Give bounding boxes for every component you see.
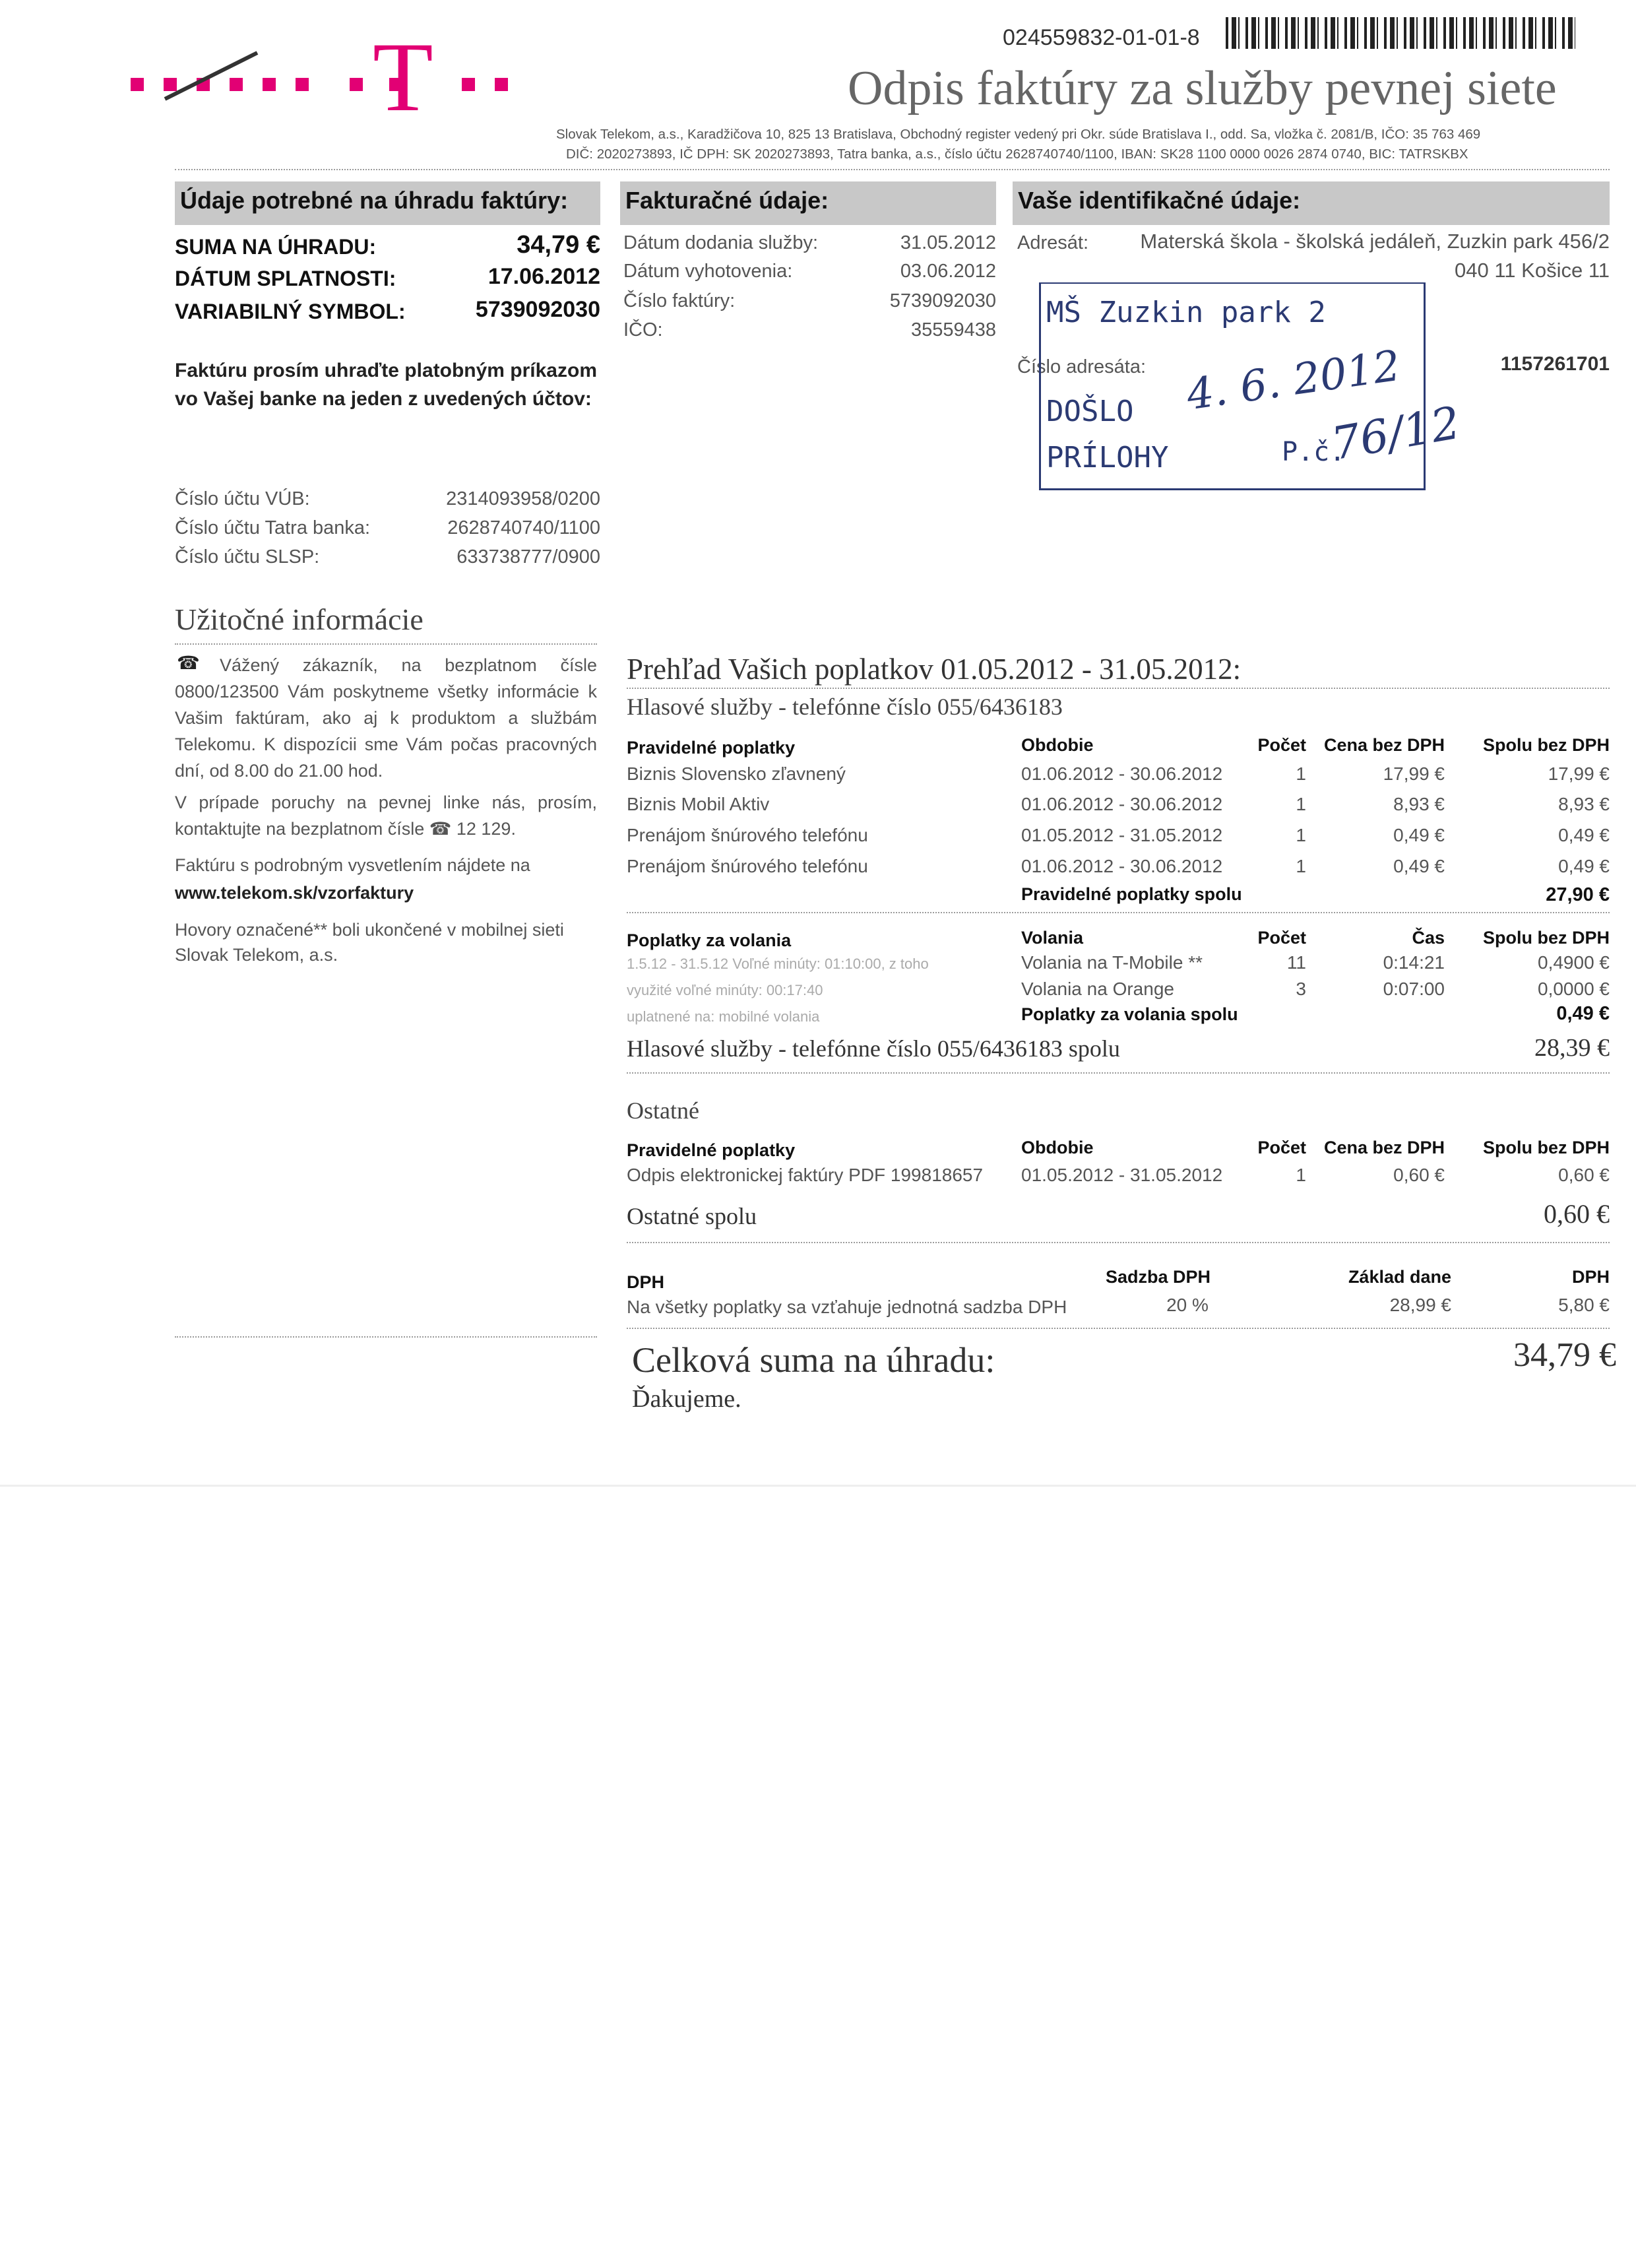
barcode-icon	[1226, 17, 1575, 49]
identification-section-title: Vaše identifikačné údaje:	[1018, 187, 1301, 214]
info-title: Užitočné informácie	[175, 602, 424, 636]
account-value: 2314093958/0200	[446, 488, 600, 509]
addressee-line-2: 040 11 Košice 11	[1455, 259, 1610, 282]
fee-period: 01.06.2012 - 30.06.2012	[1021, 856, 1223, 876]
company-line-2: DIČ: 2020273893, IČ DPH: SK 2020273893, Tatra banka, a.s., číslo účtu 2628740740/1100, IBAN: SK28 1100 0000 0026 2874 0740, BIC: TATRSKBX	[566, 146, 1468, 162]
fee-count: 1	[1296, 763, 1306, 784]
addressee-label: Adresát:	[1017, 232, 1088, 253]
vat-base-label: Základ dane	[1348, 1267, 1451, 1287]
document-title: Odpis faktúry za služby pevnej siete	[848, 61, 1557, 115]
billing-value: 03.06.2012	[900, 261, 996, 282]
received-stamp	[1039, 282, 1464, 490]
billing-section-bar	[620, 181, 996, 225]
fee-count: 1	[1296, 794, 1306, 814]
fee-count: 1	[1296, 825, 1306, 845]
billing-label: Dátum dodania služby:	[623, 232, 818, 253]
regular-divider	[627, 912, 1610, 913]
other-col-price: Cena bez DPH	[1323, 1138, 1445, 1157]
billing-label: IČO:	[623, 319, 663, 340]
billing-value: 35559438	[910, 319, 996, 340]
vs-label: VARIABILNÝ SYMBOL:	[175, 300, 406, 323]
regular-sum: 27,90 €	[1546, 884, 1610, 905]
vat-rate-label: Sadzba DPH	[1105, 1267, 1211, 1287]
grand-total-label: Celková suma na úhradu:	[632, 1340, 995, 1380]
payment-section-bar	[175, 181, 600, 225]
account-value: 2628740740/1100	[447, 517, 600, 538]
fee-price: 8,93 €	[1393, 794, 1445, 814]
fee-total: 0,49 €	[1558, 856, 1610, 876]
call-count: 11	[1286, 952, 1306, 973]
stamp-line-3: PRÍLOHY	[1046, 441, 1169, 474]
stamp-reg-handwritten: 76/12	[1327, 397, 1464, 471]
voice-divider	[627, 1072, 1610, 1074]
payment-note-2: vo Vašej banke na jeden z uvedených účtov:	[175, 388, 592, 410]
sum-value: 34,79 €	[517, 231, 600, 259]
regular-sum-label: Pravidelné poplatky spolu	[1021, 884, 1242, 904]
other-col-total: Spolu bez DPH	[1482, 1138, 1610, 1157]
calls-col-total: Spolu bez DPH	[1482, 928, 1610, 948]
vat-base: 28,99 €	[1389, 1295, 1451, 1315]
account-label: Číslo účtu Tatra banka:	[175, 517, 371, 538]
vat-label: DPH	[627, 1272, 665, 1292]
account-value: 633738777/0900	[456, 546, 600, 567]
other-col-period: Obdobie	[1021, 1138, 1094, 1157]
fee-name: Prenájom šnúrového telefónu	[627, 825, 868, 845]
col-period: Obdobie	[1021, 735, 1094, 755]
calls-sum-label: Poplatky za volania spolu	[1021, 1004, 1238, 1024]
grand-total-value: 34,79 €	[1513, 1336, 1616, 1374]
other-col-item: Pravidelné poplatky	[627, 1140, 796, 1160]
other-fee-total: 0,60 €	[1558, 1165, 1610, 1185]
calls-note-3: uplatnené na: mobilné volania	[627, 1008, 820, 1025]
customer-number: 1157261701	[1500, 353, 1610, 375]
fee-total: 0,49 €	[1558, 825, 1610, 845]
billing-label: Dátum vyhotovenia:	[623, 261, 793, 282]
col-price: Cena bez DPH	[1323, 735, 1445, 755]
fee-period: 01.06.2012 - 30.06.2012	[1021, 763, 1223, 784]
account-label: Číslo účtu VÚB:	[175, 488, 310, 509]
stamp-line-2: DOŠLO	[1046, 395, 1134, 428]
identification-section-bar	[1013, 181, 1610, 225]
col-count: Počet	[1257, 735, 1306, 755]
fee-total: 8,93 €	[1558, 794, 1610, 814]
overview-divider	[627, 688, 1610, 689]
other-title: Ostatné	[627, 1097, 699, 1124]
vzorfaktury-link[interactable]: www.telekom.sk/vzorfaktury	[175, 883, 414, 903]
stamp-reg-label: P.č.	[1282, 437, 1346, 467]
info-bottom-divider	[175, 1336, 597, 1338]
voice-sum-label: Hlasové služby - telefónne číslo 055/6436183 spolu	[627, 1035, 1120, 1062]
voice-title: Hlasové služby - telefónne číslo 055/6436183	[627, 694, 1063, 720]
calls-col-count: Počet	[1257, 928, 1306, 948]
vat-text: Na všetky poplatky sa vzťahuje jednotná sadzba DPH	[627, 1297, 1067, 1317]
billing-label: Číslo faktúry:	[623, 290, 736, 311]
payment-section-title: Údaje potrebné na úhradu faktúry:	[180, 187, 569, 214]
call-time: 0:14:21	[1383, 952, 1445, 973]
call-count: 3	[1296, 979, 1306, 999]
overview-title: Prehľad Vašich poplatkov 01.05.2012 - 31.05.2012:	[627, 653, 1242, 686]
call-time: 0:07:00	[1383, 979, 1445, 999]
other-col-count: Počet	[1257, 1138, 1306, 1157]
calls-sum: 0,49 €	[1556, 1003, 1610, 1024]
info-paragraph-4: Hovory označené** boli ukončené v mobilnej sieti Slovak Telekom, a.s.	[175, 920, 564, 965]
header-divider	[175, 169, 1610, 170]
info-divider	[175, 643, 597, 645]
billing-value: 5739092030	[889, 290, 996, 311]
fee-price: 0,49 €	[1393, 825, 1445, 845]
fee-name: Biznis Slovensko zľavnený	[627, 763, 846, 784]
stamp-date-handwritten: 4. 6. 2012	[1183, 341, 1404, 420]
fee-price: 17,99 €	[1383, 763, 1445, 784]
billing-section-title: Fakturačné údaje:	[625, 187, 829, 214]
call-name: Volania na Orange	[1021, 979, 1174, 999]
fee-period: 01.05.2012 - 31.05.2012	[1021, 825, 1223, 845]
logo-letter: T	[373, 22, 433, 132]
calls-col-time: Čas	[1412, 928, 1445, 948]
other-sum: 0,60 €	[1544, 1199, 1610, 1229]
info-phone-icon: ☎	[177, 653, 200, 673]
fee-period: 01.06.2012 - 30.06.2012	[1021, 794, 1223, 814]
fee-name: Biznis Mobil Aktiv	[627, 794, 770, 814]
fee-price: 0,49 €	[1393, 856, 1445, 876]
col-item: Pravidelné poplatky	[627, 738, 796, 758]
other-divider	[627, 1242, 1610, 1243]
sum-label: SUMA NA ÚHRADU:	[175, 235, 377, 259]
stamp-line-1: MŠ Zuzkin park 2	[1046, 296, 1326, 329]
voice-sum: 28,39 €	[1534, 1034, 1610, 1062]
thanks-text: Ďakujeme.	[632, 1385, 741, 1413]
telekom-logo	[125, 22, 534, 132]
logo-dots-icon	[125, 40, 534, 119]
payment-note-1: Faktúru prosím uhraďte platobným príkazom	[175, 360, 597, 381]
vat-value: 5,80 €	[1558, 1295, 1610, 1315]
vs-value: 5739092030	[475, 297, 600, 322]
call-total: 0,0000 €	[1538, 979, 1610, 999]
due-value: 17.06.2012	[488, 264, 600, 289]
calls-note-1: 1.5.12 - 31.5.12 Voľné minúty: 01:10:00, z toho	[627, 956, 929, 972]
info-paragraph-3a: Faktúru s podrobným vysvetlením nájdete na	[175, 855, 530, 875]
fold-line	[0, 1485, 1636, 1487]
addressee-line-1: Materská škola - školská jedáleň, Zuzkin park 456/2	[1140, 230, 1610, 253]
info-paragraph-2: V prípade poruchy na pevnej linke nás, prosím, kontaktujte na bezplatnom čísle ☎ 12 129.	[175, 793, 597, 839]
fee-name: Prenájom šnúrového telefónu	[627, 856, 868, 876]
vat-divider	[627, 1328, 1610, 1329]
other-fee-name: Odpis elektronickej faktúry PDF 199818657	[627, 1165, 984, 1185]
info-paragraph-1: Vážený zákazník, na bezplatnom čísle 0800/123500 Vám poskytneme všetky informácie k Vašim faktúram, ako aj k produktom a službám Telekomu. K dispozícii sme Vám počas pracovných dní, od 8.00 do 21.00 hod.	[175, 655, 597, 781]
other-sum-label: Ostatné spolu	[627, 1203, 757, 1229]
barcode-number: 024559832-01-01-8	[1003, 25, 1200, 50]
fee-count: 1	[1296, 856, 1306, 876]
fee-total: 17,99 €	[1548, 763, 1610, 784]
other-fee-count: 1	[1296, 1165, 1306, 1185]
call-total: 0,4900 €	[1538, 952, 1610, 973]
vat-rate: 20 %	[1166, 1295, 1209, 1315]
account-label: Číslo účtu SLSP:	[175, 546, 320, 567]
calls-note-2: využité voľné minúty: 00:17:40	[627, 982, 823, 998]
other-fee-price: 0,60 €	[1393, 1165, 1445, 1185]
other-fee-period: 01.05.2012 - 31.05.2012	[1021, 1165, 1223, 1185]
customer-number-label: Číslo adresáta:	[1017, 356, 1147, 377]
company-line-1: Slovak Telekom, a.s., Karadžičova 10, 825 13 Bratislava, Obchodný register vedený pri Okr. súde Bratislava I., odd. Sa, vložka č. 2081/B, IČO: 35 763 469	[556, 127, 1481, 142]
billing-value: 31.05.2012	[900, 232, 996, 253]
calls-col-item: Poplatky za volania	[627, 930, 792, 950]
vat-col-label: DPH	[1571, 1267, 1610, 1287]
col-total: Spolu bez DPH	[1482, 735, 1610, 755]
call-name: Volania na T-Mobile **	[1021, 952, 1203, 973]
due-label: DÁTUM SPLATNOSTI:	[175, 267, 396, 290]
calls-col-calls: Volania	[1021, 928, 1084, 948]
